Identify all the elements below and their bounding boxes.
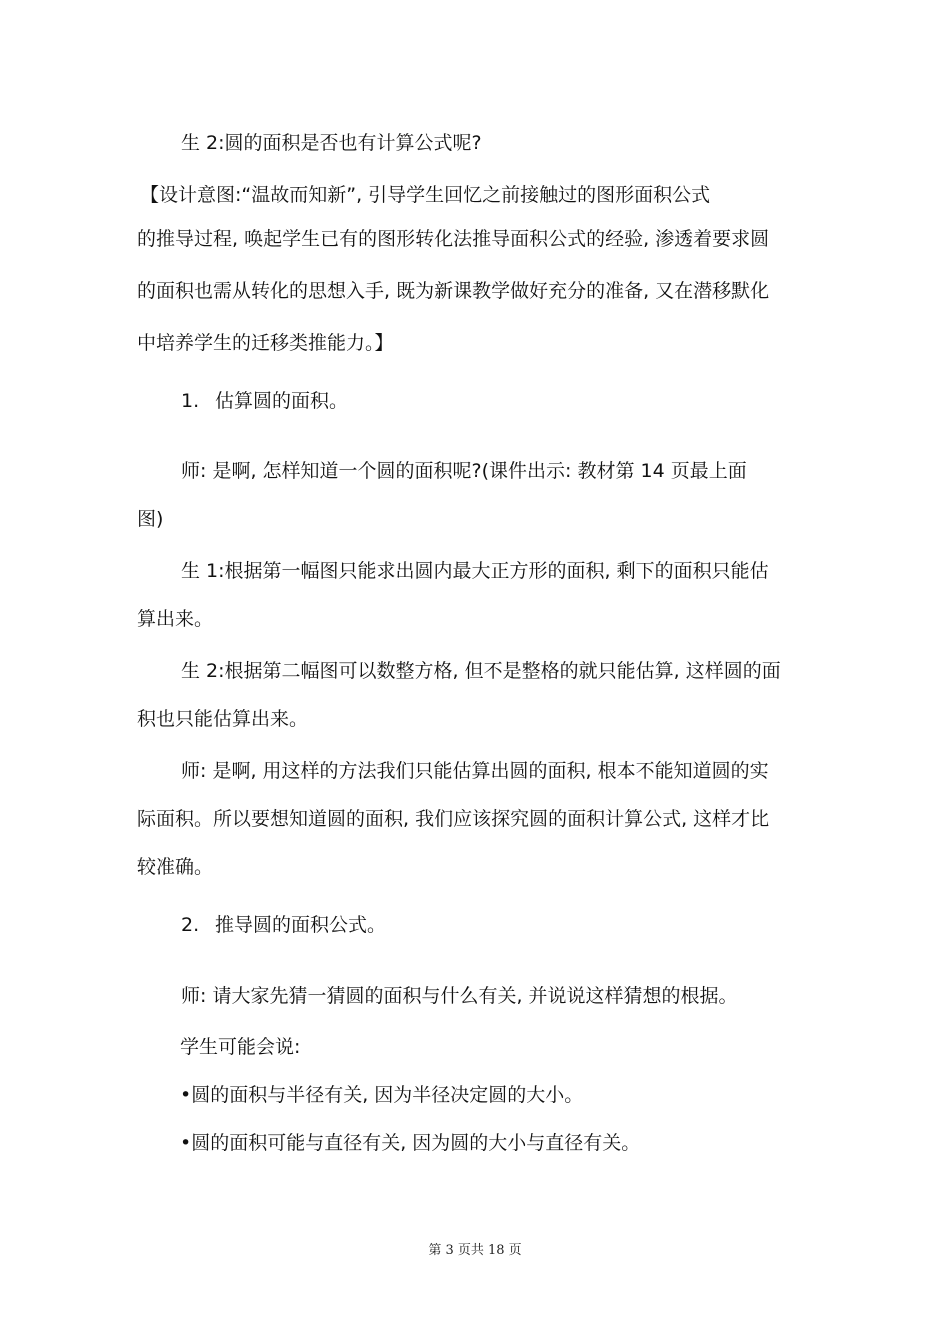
item-text: 估算圆的面积。	[215, 390, 349, 412]
teacher-2-line-2: 际面积。所以要想知道圆的面积, 我们应该探究圆的面积计算公式, 这样才比	[137, 808, 770, 830]
teacher-2-line-3: 较准确。	[137, 856, 214, 878]
design-intent-line-4: 中培养学生的迁移类推能力。】	[137, 332, 394, 354]
student-2-line-2: 积也只能估算出来。	[137, 708, 309, 730]
student-1-line-2: 算出来。	[137, 608, 214, 630]
teacher-1-line-1: 师: 是啊, 怎样知道一个圆的面积呢?(课件出示: 教材第 14 页最上面	[181, 460, 747, 482]
teacher-2-line-1: 师: 是啊, 用这样的方法我们只能估算出圆的面积, 根本不能知道圆的实	[181, 760, 769, 782]
student-1-line-1: 生 1:根据第一幅图只能求出圆内最大正方形的面积, 剩下的面积只能估	[181, 560, 769, 582]
student-2-question: 生 2:圆的面积是否也有计算公式呢?	[181, 132, 482, 154]
teacher-1-line-2: 图)	[137, 508, 164, 530]
bullet-item-radius: •圆的面积与半径有关, 因为半径决定圆的大小。	[180, 1084, 584, 1106]
students-may-say: 学生可能会说:	[180, 1036, 301, 1058]
item-number: 1.	[181, 390, 200, 412]
design-intent-line-2: 的推导过程, 唤起学生已有的图形转化法推导面积公式的经验, 渗透着要求圆	[137, 228, 770, 250]
item-text: 推导圆的面积公式。	[215, 914, 387, 936]
page-footer: 第 3 页共 18 页	[428, 1243, 522, 1258]
design-intent-line-3: 的面积也需从转化的思想入手, 既为新课教学做好充分的准备, 又在潜移默化	[137, 280, 770, 302]
numbered-item-2	[181, 912, 386, 938]
teacher-3-line-1: 师: 请大家先猜一猜圆的面积与什么有关, 并说说这样猜想的根据。	[181, 985, 738, 1007]
student-2-line-1: 生 2:根据第二幅图可以数整方格, 但不是整格的就只能估算, 这样圆的面	[181, 660, 781, 682]
design-intent-line-1: 【设计意图:“温故而知新”, 引导学生回忆之前接触过的图形面积公式	[140, 184, 711, 206]
bullet-item-diameter: •圆的面积可能与直径有关, 因为圆的大小与直径有关。	[180, 1132, 641, 1154]
numbered-item-1	[181, 388, 348, 414]
item-number: 2.	[181, 914, 200, 936]
